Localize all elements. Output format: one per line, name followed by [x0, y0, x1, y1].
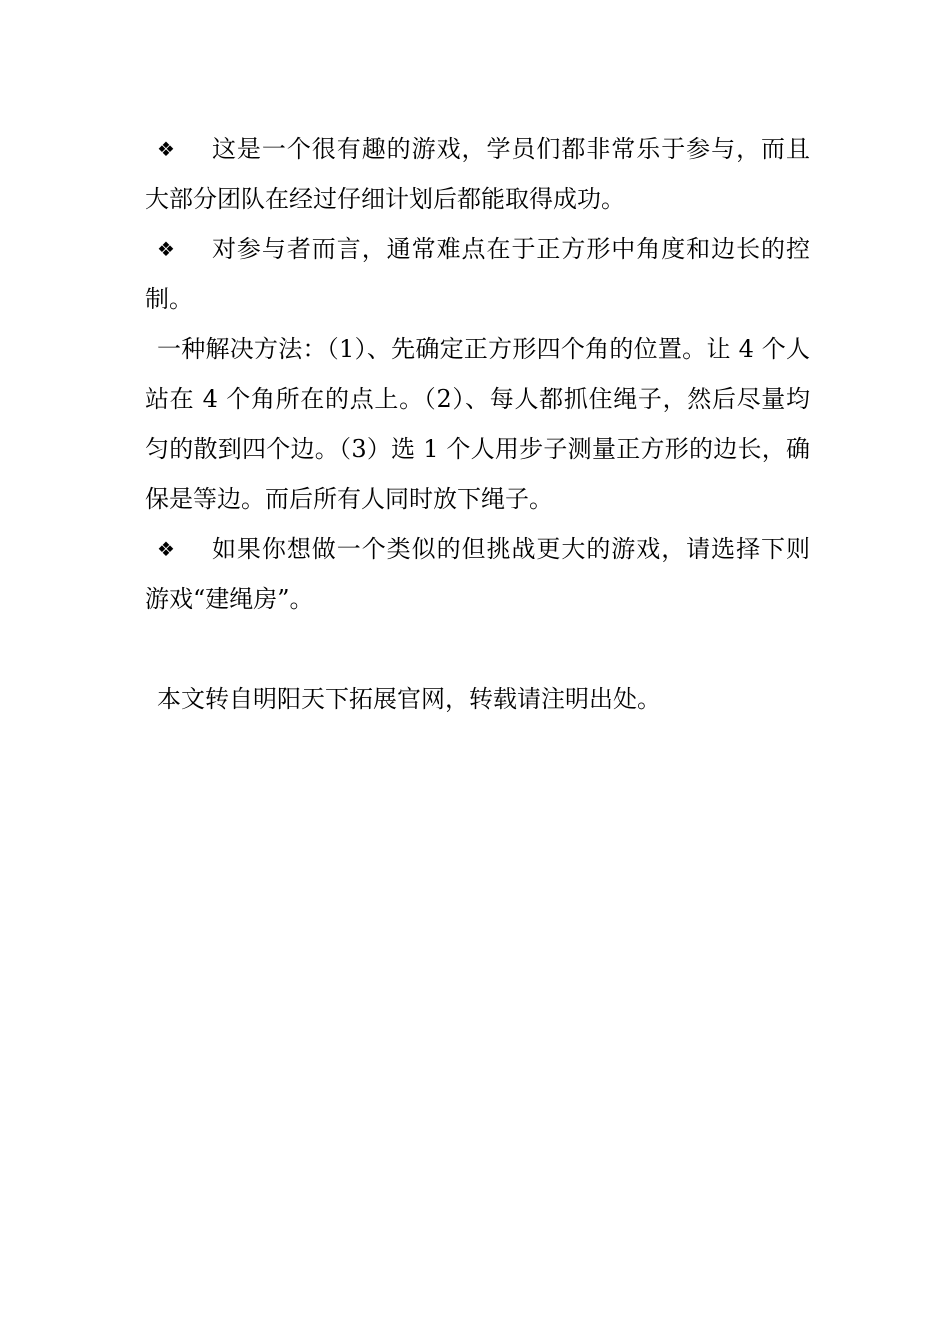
- paragraph-text: 如果你想做一个类似的但挑战更大的游戏，请选择下则游戏“建绳房”。: [145, 535, 810, 613]
- bullet-paragraph-3: [145, 524, 810, 624]
- paragraph-text: 这是一个很有趣的游戏，学员们都非常乐于参与，而且大部分团队在经过仔细计划后都能取得成功。: [145, 135, 810, 213]
- source-note-text: 本文转自明阳天下拓展官网，转载请注明出处。: [157, 685, 661, 713]
- diamond-bullet-icon: ❖: [157, 137, 175, 161]
- paragraph-text: 一种解决方法：（1）、先确定正方形四个角的位置。让 4 个人站在 4 个角所在的点上。（2）、每人都抓住绳子，然后尽量均匀的散到四个边。（3）选 1 个人用步子测量正方形的边长，确保是等边。而后所有人同时放下绳子。: [145, 335, 810, 513]
- solution-paragraph: [145, 324, 810, 524]
- bullet-paragraph-1: [145, 124, 810, 224]
- blank-line: [145, 624, 810, 674]
- bullet-paragraph-2: [145, 224, 810, 324]
- document-body: [145, 124, 810, 724]
- diamond-bullet-icon: ❖: [157, 537, 175, 561]
- diamond-bullet-icon: ❖: [157, 237, 175, 261]
- paragraph-text: 对参与者而言，通常难点在于正方形中角度和边长的控制。: [145, 235, 810, 313]
- source-note: [145, 674, 810, 724]
